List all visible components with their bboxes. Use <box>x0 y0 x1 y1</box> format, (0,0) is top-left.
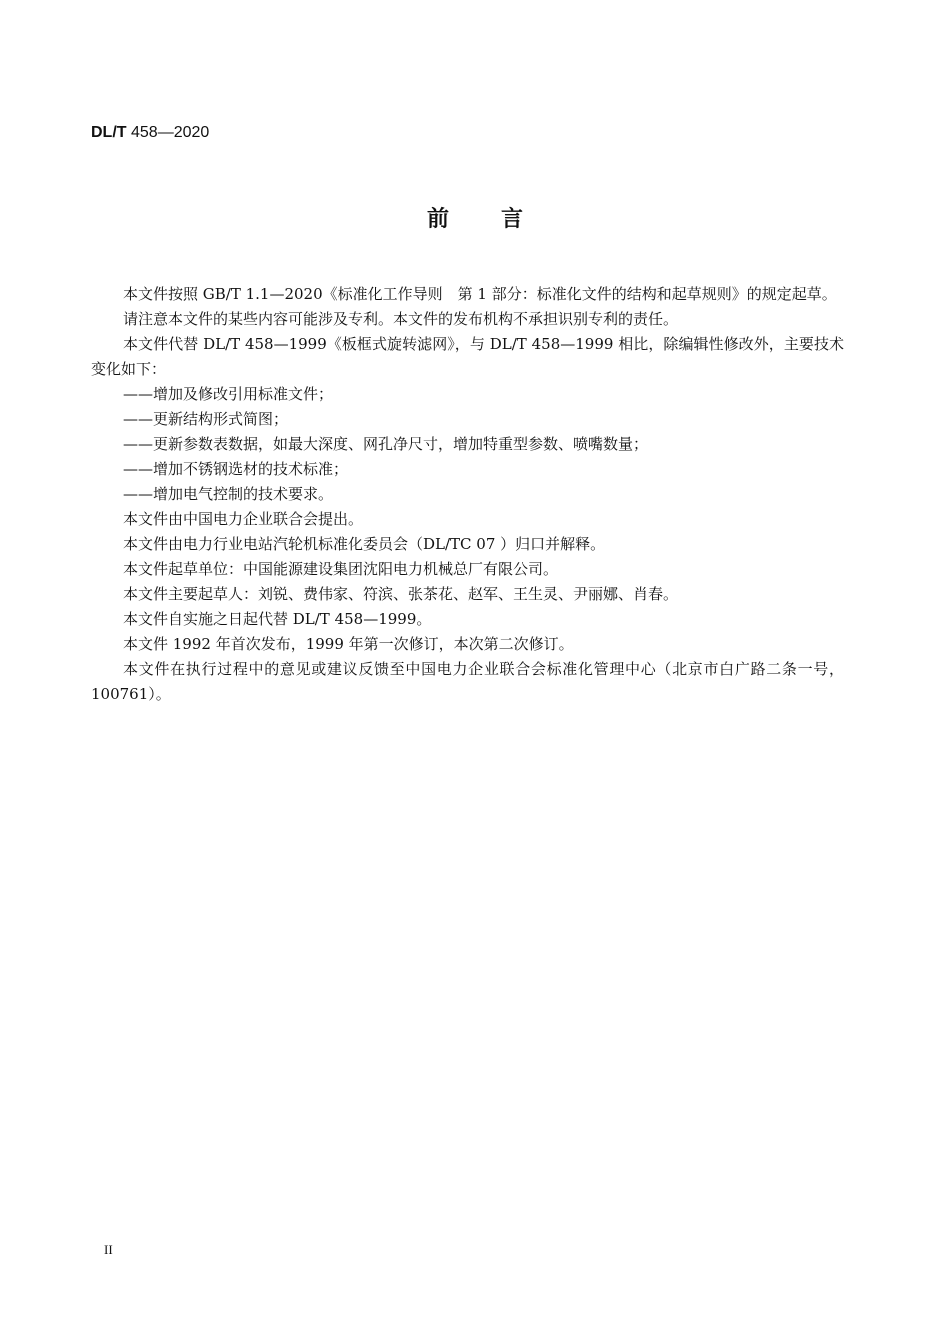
paragraph-effective: 本文件自实施之日起代替 DL/T 458—1999。 <box>123 610 432 628</box>
page-number: II <box>104 1242 113 1257</box>
paragraph-committee: 本文件由电力行业电站汽轮机标准化委员会（DL/TC 07 ）归口并解释。 <box>123 535 606 553</box>
paragraph-patent-notice: 请注意本文件的某些内容可能涉及专利。本文件的发布机构不承担识别专利的责任。 <box>123 310 679 328</box>
paragraph-history: 本文件 1992 年首次发布，1999 年第一次修订，本次第二次修订。 <box>123 635 574 653</box>
paragraph-proposer: 本文件由中国电力企业联合会提出。 <box>123 510 364 528</box>
paragraph-drafting-rules: 本文件按照 GB/T 1.1—2020《标准化工作导则 第 1 部分：标准化文件的结构和起草规则》的规定起草。 <box>123 285 837 303</box>
list-item: ——更新参数表数据，如最大深度、网孔净尺寸，增加特重型参数、喷嘴数量； <box>123 435 649 453</box>
paragraph-drafting-unit: 本文件起草单位：中国能源建设集团沈阳电力机械总厂有限公司。 <box>123 560 559 578</box>
page-title: 前言 <box>426 207 575 232</box>
list-item: ——增加及修改引用标准文件； <box>123 385 334 403</box>
document-code-prefix: DL/T <box>91 124 127 141</box>
paragraph-feedback: 本文件在执行过程中的意见或建议反馈至中国电力企业联合会标准化管理中心（北京市白广路二条一号，100761）。 <box>91 660 844 703</box>
document-code <box>91 122 209 144</box>
list-item: ——更新结构形式简图； <box>123 410 289 428</box>
paragraph-drafters: 本文件主要起草人：刘锐、费伟家、符滨、张茶花、赵军、王生灵、尹丽娜、肖春。 <box>123 585 679 603</box>
foreword-body <box>91 282 844 707</box>
list-item: ——增加不锈钢选材的技术标准； <box>123 460 349 478</box>
paragraph-replacement: 本文件代替 DL/T 458—1999《板框式旋转滤网》，与 DL/T 458—1999 相比，除编辑性修改外，主要技术变化如下： <box>91 335 844 378</box>
list-item: ——增加电气控制的技术要求。 <box>123 485 334 503</box>
document-code-number: 458—2020 <box>131 124 210 141</box>
